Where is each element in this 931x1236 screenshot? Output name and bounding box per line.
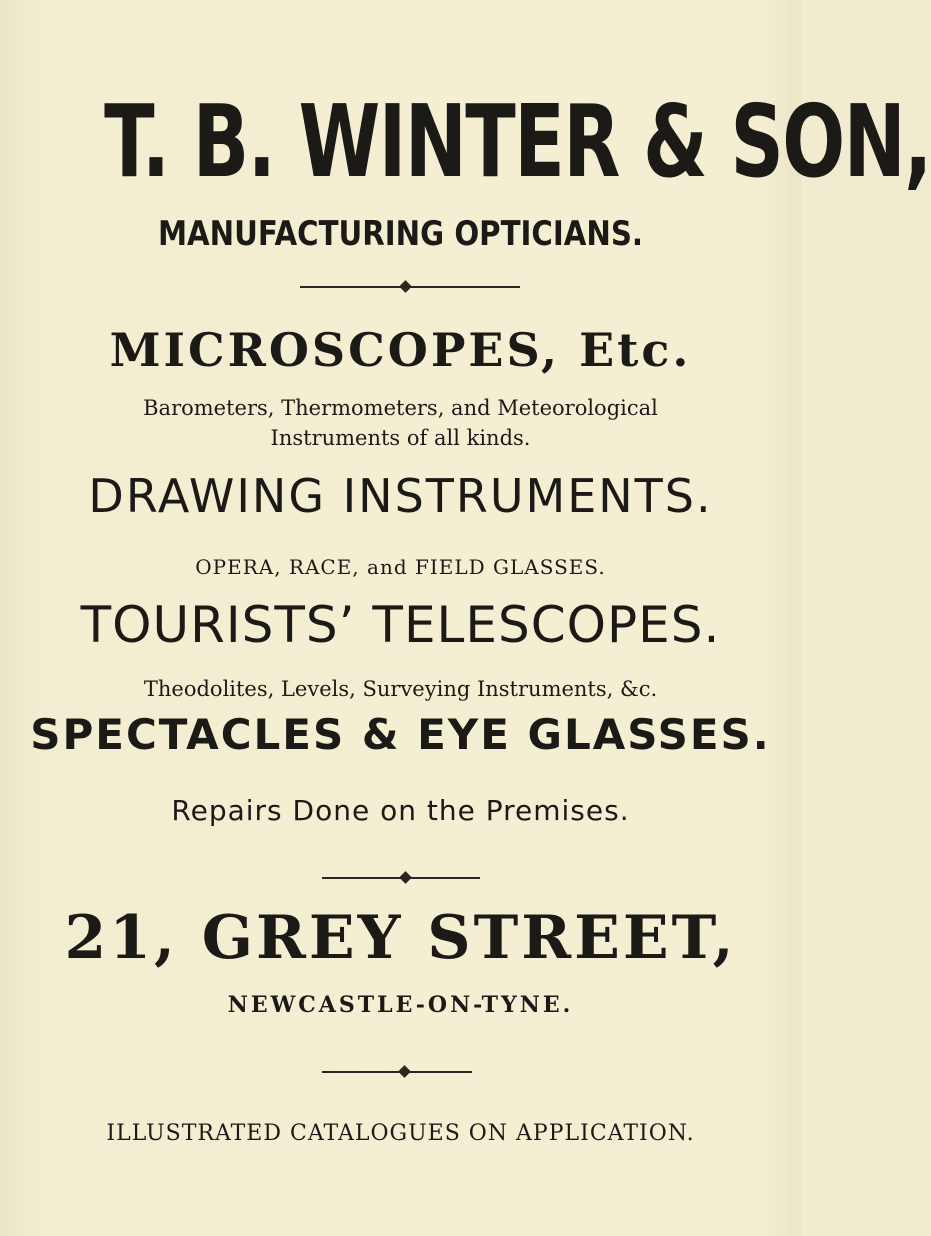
address-city: NEWCASTLE-ON-TYNE. — [227, 992, 574, 1018]
barometers-line-1: Barometers, Thermometers, and Meteorological — [143, 396, 658, 420]
catalogues-line: ILLUSTRATED CATALOGUES ON APPLICATION. — [106, 1121, 695, 1146]
spectacles-heading: SPECTACLES & EYE GLASSES. — [30, 710, 771, 759]
theodolites-line: Theodolites, Levels, Surveying Instruments, &c. — [143, 677, 658, 701]
tourists-telescopes-heading: TOURISTS’ TELESCOPES. — [80, 596, 721, 654]
divider-diamond — [399, 871, 412, 884]
barometers-line-2: Instruments of all kinds. — [270, 426, 531, 450]
repairs-line: Repairs Done on the Premises. — [171, 794, 630, 827]
microscopes-heading: MICROSCOPES, Etc. — [109, 323, 692, 377]
drawing-instruments-heading: DRAWING INSTRUMENTS. — [88, 469, 713, 523]
opera-glasses-line: OPERA, RACE, and FIELD GLASSES. — [195, 555, 606, 579]
firm-name: T. B. WINTER & SON, — [104, 83, 931, 200]
address-street: 21, GREY STREET, — [64, 903, 737, 973]
divider-diamond — [399, 280, 412, 293]
divider-diamond — [398, 1065, 411, 1078]
trade-title: MANUFACTURING OPTICIANS. — [157, 214, 644, 254]
